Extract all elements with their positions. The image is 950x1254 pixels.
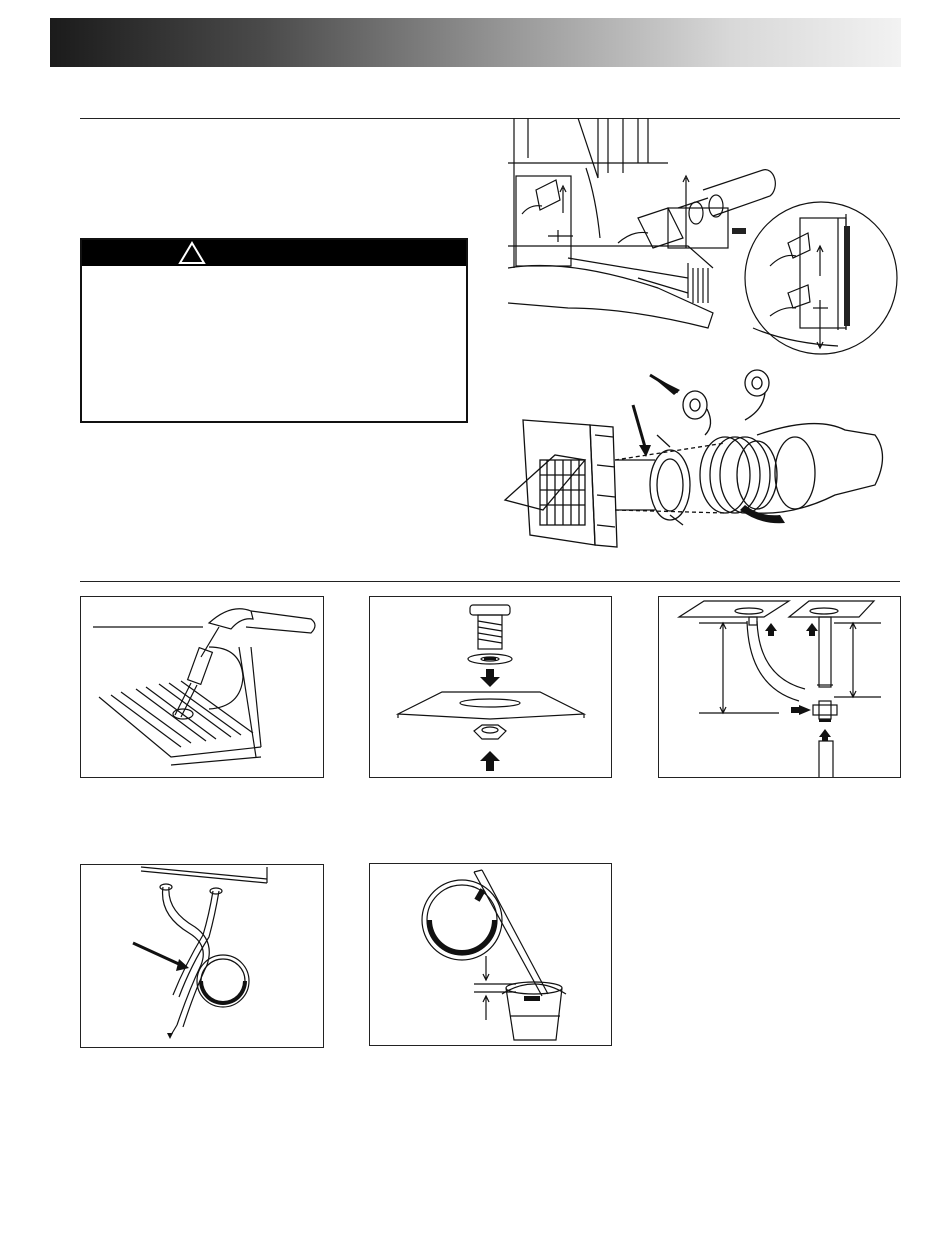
- step-panel-drain-fitting: [369, 596, 612, 778]
- warning-triangle-icon: [178, 241, 206, 265]
- step-panel-hammer: [80, 596, 324, 778]
- warning-box: [80, 238, 468, 423]
- warning-body: [92, 274, 456, 413]
- bucket-icon: [370, 864, 611, 1045]
- warning-header: [82, 240, 466, 266]
- vent-clearance-illustration: [508, 118, 900, 358]
- middle-rule: [80, 581, 900, 582]
- header-bar: [50, 18, 901, 67]
- step-panel-hose-bucket: [369, 863, 612, 1046]
- step-panel-hose-loop: [80, 864, 324, 1048]
- vent-hood-assembly-illustration: [495, 365, 900, 565]
- step-panel-drain-connection: [658, 596, 901, 778]
- hammer-icon: [81, 597, 323, 777]
